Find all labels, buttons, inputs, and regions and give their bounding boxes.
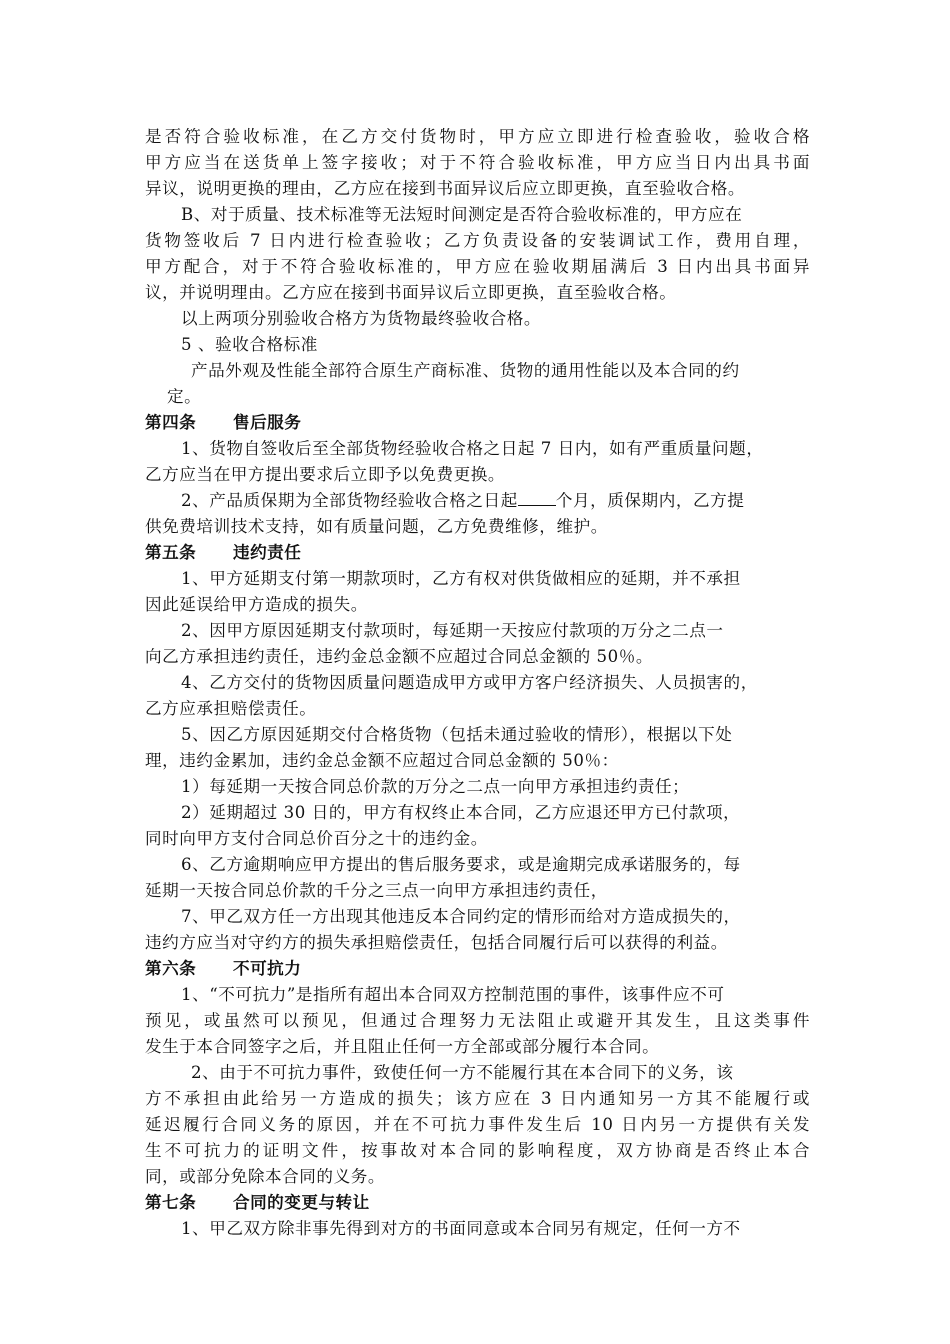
text-line: 甲方应当在送货单上签字接收；对于不符合验收标准，甲方应当日内出具书面 [145,153,810,172]
article-5-clause-5 [145,722,810,774]
article-title: 售后服务 [233,413,302,432]
item5-body [145,358,810,410]
article-5-clause-4 [145,670,810,722]
article-4-clause-1 [145,436,810,488]
article-title: 合同的变更与转让 [233,1193,370,1212]
paragraph-a-continued [145,124,810,202]
contract-page [145,124,810,1242]
text-line: 货物签收后 7 日内进行检查验收；乙方负责设备的安装调试工作，费用自理， [145,231,810,250]
text-line: 延期一天按合同总价款的千分之三点一向甲方承担违约责任， [145,881,608,900]
text-line: 1、甲乙双方除非事先得到对方的书面同意或本合同另有规定，任何一方不 [181,1219,741,1238]
text-line: 生不可抗力的证明文件，按事故对本合同的影响程度，双方协商是否终止本合 [145,1141,810,1160]
text-line: 产品外观及性能全部符合原生产商标准、货物的通用性能以及本合同的约 [191,361,740,380]
text-line: 2、因甲方原因延期支付款项时，每延期一天按应付款项的万分之二点一 [181,621,724,640]
text-line: 1、“不可抗力”是指所有超出本合同双方控制范围的事件，该事件应不可 [181,985,725,1004]
text-segment: 个月，质保期内，乙方提 [555,491,745,510]
article-5-clause-1 [145,566,810,618]
text-line: 向乙方承担违约责任，违约金总金额不应超过合同总金额的 50％。 [145,647,654,666]
text-line: 2、由于不可抗力事件，致使任何一方不能履行其在本合同下的义务，该 [191,1063,734,1082]
fill-in-blank [518,491,556,506]
text-line: 1、货物自签收后至全部货物经验收合格之日起 7 日内，如有严重质量问题， [181,439,764,458]
article-4-clause-2 [145,488,810,540]
text-line: 7、甲乙双方任一方出现其他违反本合同约定的情形而给对方造成损失的， [181,907,741,926]
text-line: 同时向甲方支付合同总价百分之十的违约金。 [145,829,488,848]
text-line: 6、乙方逾期响应甲方提出的售后服务要求，或是逾期完成承诺服务的，每 [181,855,741,874]
article-5-clause-6 [145,852,810,904]
article-6-clause-2 [145,1060,810,1190]
text-line: 5、因乙方原因延期交付合格货物（包括未通过验收的情形），根据以下处 [181,725,733,744]
article-number: 第五条 [145,543,197,562]
article-number: 第四条 [145,413,197,432]
text-line: 2）延期超过 30 日的，甲方有权终止本合同，乙方应退还甲方已付款项， [181,803,741,822]
article-5-clause-7 [145,904,810,956]
text-line: 方不承担由此给另一方造成的损失；该方应在 3 日内通知另一方其不能履行或 [145,1089,810,1108]
final-acceptance-note: 以上两项分别验收合格方为货物最终验收合格。 [181,309,542,328]
article-7-heading [145,1190,810,1216]
article-7-clause-1 [145,1216,810,1242]
text-line: 议，并说明理由。乙方应在接到书面异议后立即更换，直至验收合格。 [145,283,677,302]
article-5-clause-5-item-2 [145,800,810,852]
text-line: 1、甲方延期支付第一期款项时，乙方有权对供货做相应的延期，并不承担 [181,569,741,588]
text-line: 乙方应承担赔偿责任。 [145,699,317,718]
article-number: 第六条 [145,959,197,978]
text-line: 预见，或虽然可以预见，但通过合理努力无法阻止或避开其发生，且这类事件 [145,1011,810,1030]
text-line: 乙方应当在甲方提出要求后立即予以免费更换。 [145,465,506,484]
item5-title: 5 、验收合格标准 [181,335,318,354]
article-4-heading [145,410,810,436]
article-6-heading [145,956,810,982]
text-line: 违约方应当对守约方的损失承担赔偿责任，包括合同履行后可以获得的利益。 [145,933,728,952]
article-6-clause-1 [145,982,810,1060]
text-line: 因此延误给甲方造成的损失。 [145,595,368,614]
article-title: 违约责任 [233,543,302,562]
article-number: 第七条 [145,1193,197,1212]
paragraph-b [145,202,810,306]
article-5-clause-5-item-1: 1）每延期一天按合同总价款的万分之二点一向甲方承担违约责任； [181,777,690,796]
article-title: 不可抗力 [233,959,302,978]
text-line: 异议，说明更换的理由，乙方应在接到书面异议后应立即更换，直至验收合格。 [145,179,746,198]
text-line: 定。 [167,387,202,406]
text-line: 是否符合验收标准，在乙方交付货物时，甲方应立即进行检查验收，验收合格 [145,127,810,146]
text-line: 供免费培训技术支持，如有质量问题，乙方免费维修，维护。 [145,517,608,536]
article-5-clause-2 [145,618,810,670]
text-line: 同，或部分免除本合同的义务。 [145,1167,386,1186]
article-5-heading [145,540,810,566]
text-line: 4、乙方交付的货物因质量问题造成甲方或甲方客户经济损失、人员损害的， [181,673,758,692]
text-line: 甲方配合，对于不符合验收标准的，甲方应在验收期届满后 3 日内出具书面异 [145,257,810,276]
text-line: 理，违约金累加，违约金总金额不应超过合同总金额的 50％： [145,751,619,770]
text-line: 发生于本合同签字之后，并且阻止任何一方全部或部分履行本合同。 [145,1037,660,1056]
text-line: 延迟履行合同义务的原因，并在不可抗力事件发生后 10 日内另一方提供有关发 [145,1115,810,1134]
text-line [145,488,810,514]
text-segment: 2、产品质保期为全部货物经验收合格之日起 [181,491,518,510]
text-line: B、对于质量、技术标准等无法短时间测定是否符合验收标准的，甲方应在 [181,205,743,224]
